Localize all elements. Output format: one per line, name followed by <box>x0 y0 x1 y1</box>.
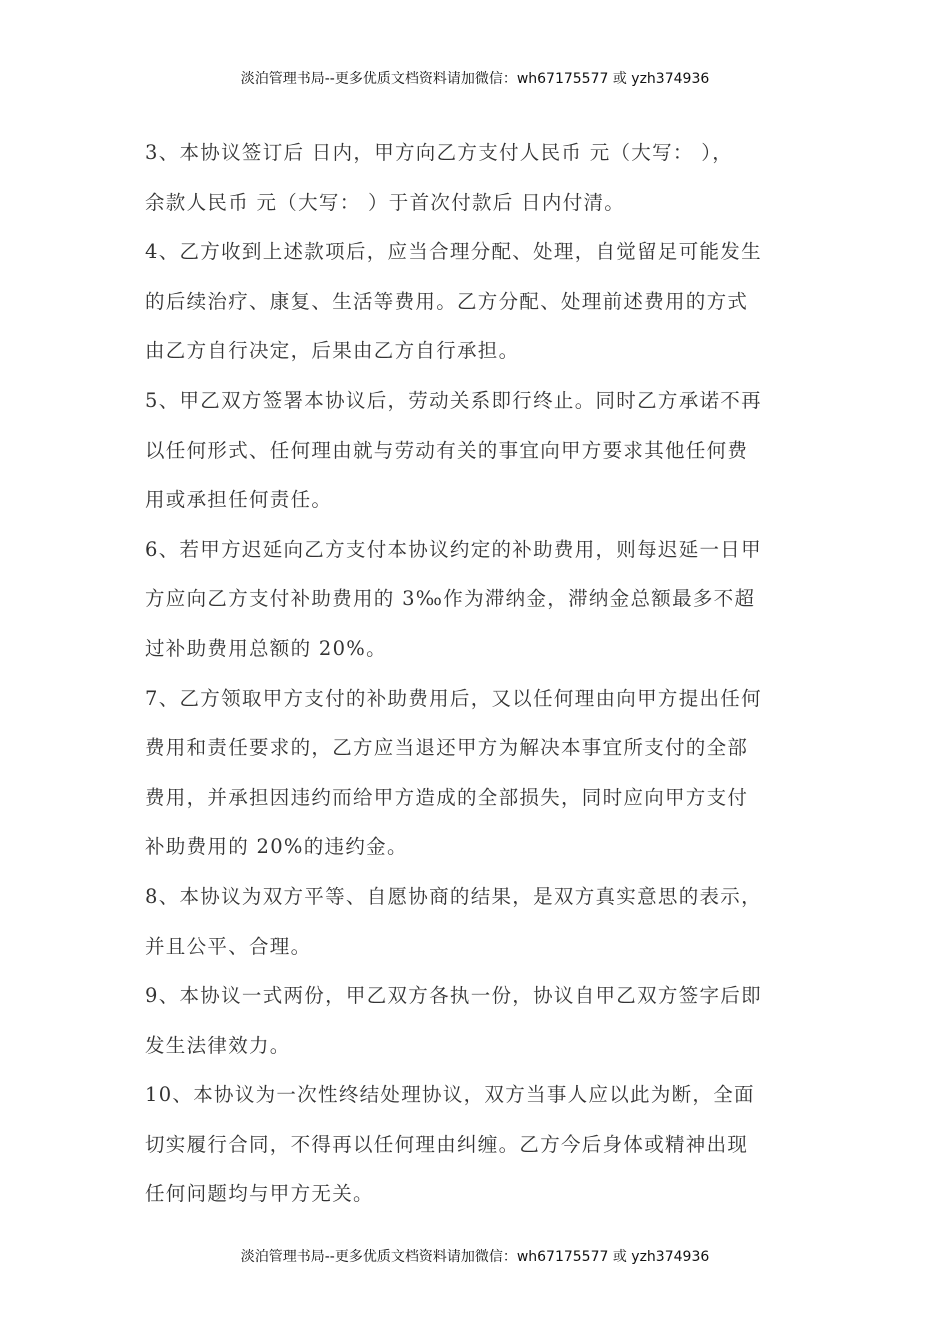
clause-line: 切实履行合同，不得再以任何理由纠缠。乙方今后身体或精神出现 <box>145 1132 749 1156</box>
clause-line: 任何问题均与甲方无关。 <box>145 1182 374 1206</box>
clause-line: 补助费用的 20%的违约金。 <box>145 835 408 859</box>
clause-8 <box>145 872 807 971</box>
clause-line: 费用，并承担因违约而给甲方造成的全部损失，同时应向甲方支付 <box>145 785 749 809</box>
clause-line: 3、本协议签订后 日内，甲方向乙方支付人民币 元（大写： ）， <box>145 141 734 164</box>
clause-line: 8、本协议为双方平等、自愿协商的结果，是双方真实意思的表示， <box>145 884 762 908</box>
clause-6 <box>145 525 807 674</box>
clause-line: 发生法律效力。 <box>145 1033 291 1057</box>
clause-line: 9、本协议一式两份，甲乙双方各执一份，协议自甲乙双方签字后即 <box>145 984 762 1008</box>
clause-4 <box>145 227 807 376</box>
clause-line: 余款人民币 元（大写： ）于首次付款后 日内付清。 <box>145 190 626 214</box>
clause-10 <box>145 1070 807 1219</box>
clause-line: 以任何形式、任何理由就与劳动有关的事宜向甲方要求其他任何费 <box>145 438 749 462</box>
clause-line: 7、乙方领取甲方支付的补助费用后，又以任何理由向甲方提出任何 <box>145 686 762 710</box>
page-footer: 淡泊管理书局--更多优质文档资料请加微信：wh67175577 或 yzh374936 <box>240 1249 710 1265</box>
clause-9 <box>145 971 807 1070</box>
clause-3 <box>145 128 807 227</box>
page-header: 淡泊管理书局--更多优质文档资料请加微信：wh67175577 或 yzh374936 <box>240 71 710 87</box>
clause-5 <box>145 376 807 525</box>
clause-line: 用或承担任何责任。 <box>145 488 333 512</box>
clause-line: 过补助费用总额的 20%。 <box>145 636 387 660</box>
clause-line: 6、若甲方迟延向乙方支付本协议约定的补助费用，则每迟延一日甲 <box>145 537 762 561</box>
clause-line: 由乙方自行决定，后果由乙方自行承担。 <box>145 339 520 363</box>
clause-line: 费用和责任要求的，乙方应当退还甲方为解决本事宜所支付的全部 <box>145 736 749 760</box>
clause-line: 4、乙方收到上述款项后，应当合理分配、处理，自觉留足可能发生 <box>145 240 762 264</box>
clause-line: 并且公平、合理。 <box>145 934 312 958</box>
clause-line: 10、本协议为一次性终结处理协议，双方当事人应以此为断，全面 <box>145 1083 755 1107</box>
clause-line: 5、甲乙双方签署本协议后，劳动关系即行终止。同时乙方承诺不再 <box>145 388 762 412</box>
clause-7 <box>145 674 807 872</box>
clause-line: 的后续治疗、康复、生活等费用。乙方分配、处理前述费用的方式 <box>145 289 749 313</box>
clause-line: 方应向乙方支付补助费用的 3‰作为滞纳金，滞纳金总额最多不超 <box>145 587 756 611</box>
document-body <box>145 128 807 1219</box>
